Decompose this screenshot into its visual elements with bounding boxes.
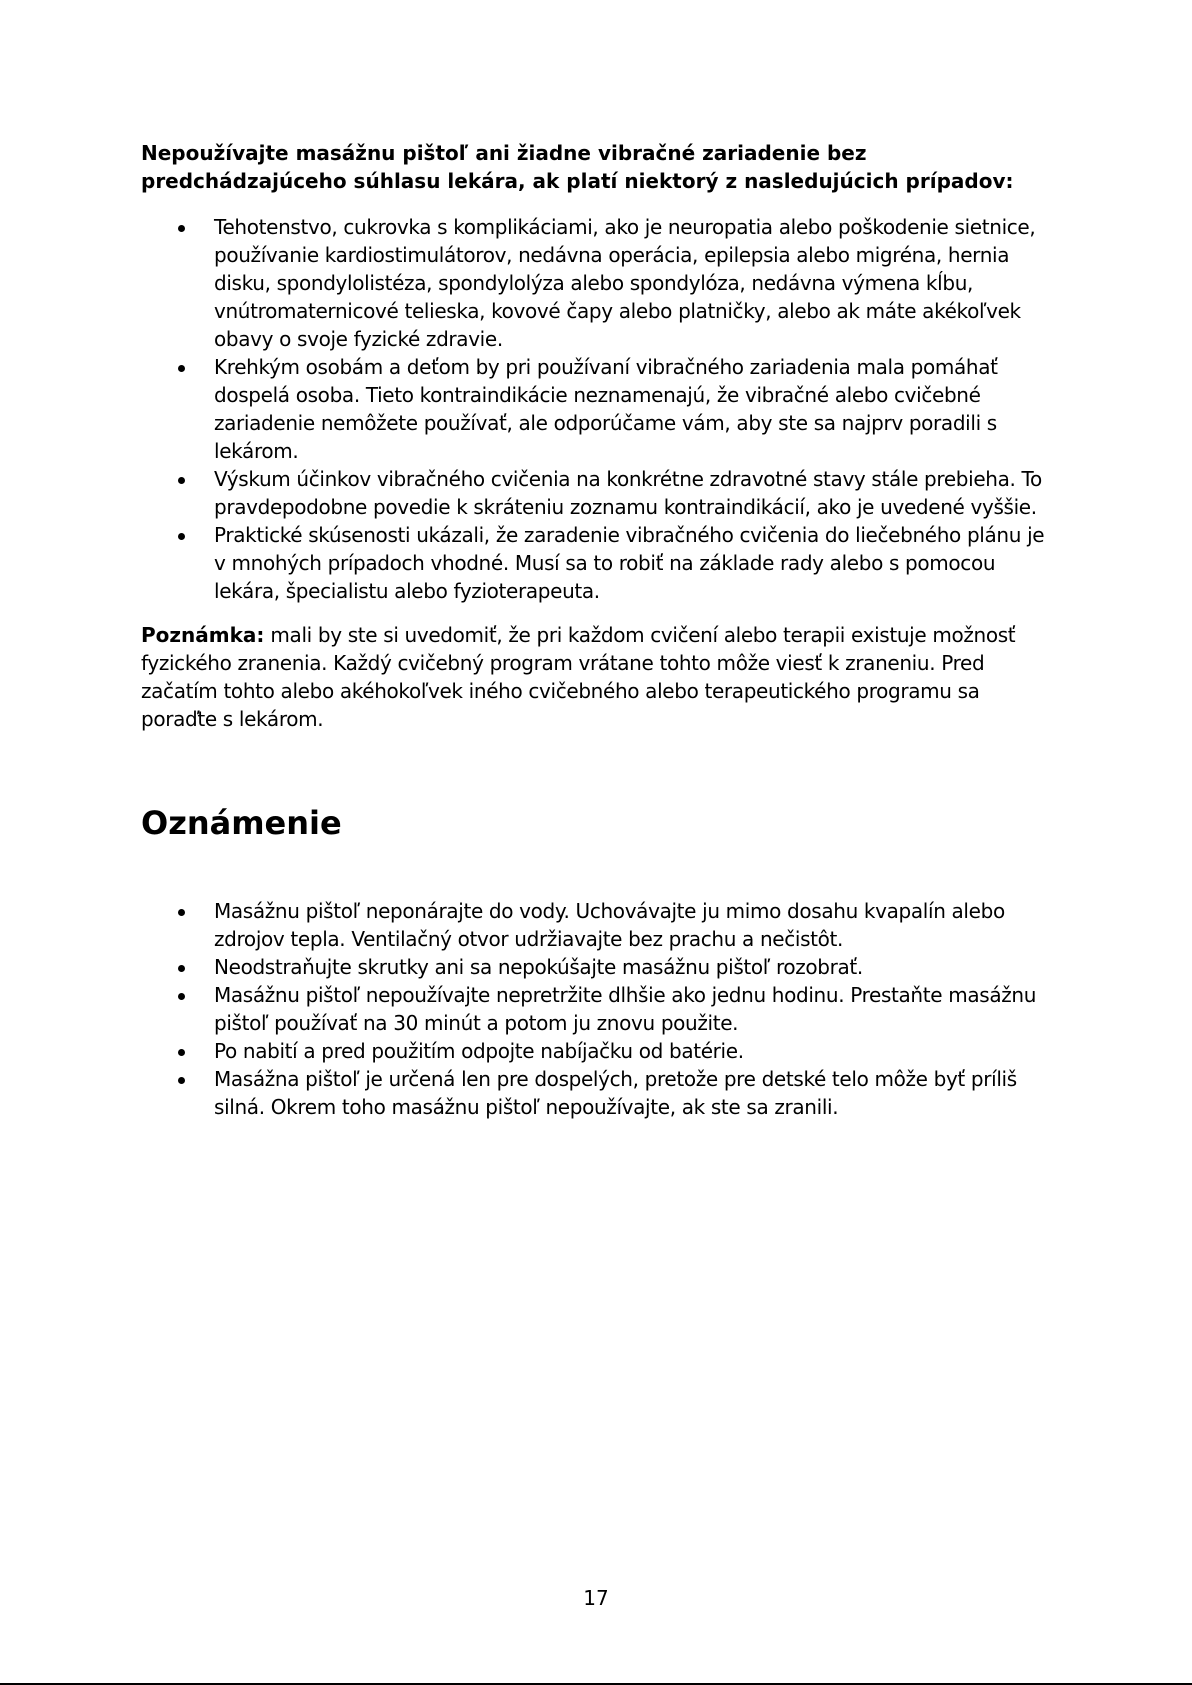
list-item-text: Krehkým osobám a deťom by pri používaní vibračného zariadenia mala pomáhať dospelá osoba. Tieto kontraindikácie neznamenajú, že vibračné alebo cvičebné zariadenie nemôžete používať, ale odporúčame vám, aby ste sa najprv poradili s lekárom. xyxy=(214,355,998,463)
list-item xyxy=(141,465,1061,521)
bullet-icon xyxy=(178,225,185,232)
list-item xyxy=(141,1065,1061,1121)
warning-heading: Nepoužívajte masážnu pištoľ ani žiadne vibračné zariadenie bez predchádzajúceho súhlasu lekára, ak platí niektorý z nasledujúcich prípadov: xyxy=(141,141,1014,193)
list-item-text: Praktické skúsenosti ukázali, že zaradenie vibračného cvičenia do liečebného plánu je v mnohých prípadoch vhodné. Musí sa to robiť na základe rady alebo s pomocou lekára, špecialistu alebo fyzioterapeuta. xyxy=(214,523,1045,603)
list-item-text: Neodstraňujte skrutky ani sa nepokúšajte masážnu pištoľ rozobrať. xyxy=(214,955,863,979)
list-item-text: Masážnu pištoľ neponárajte do vody. Uchovávajte ju mimo dosahu kvapalín alebo zdrojov tepla. Ventilačný otvor udržiavajte bez prachu a nečistôt. xyxy=(214,899,1005,951)
notice-list xyxy=(141,897,1061,1121)
note-paragraph xyxy=(141,621,1061,733)
list-item-text: Masážna pištoľ je určená len pre dospelých, pretože pre detské telo môže byť príliš silná. Okrem toho masážnu pištoľ nepoužívajte, ak ste sa zranili. xyxy=(214,1067,1017,1119)
list-item-text: Masážnu pištoľ nepoužívajte nepretržite dlhšie ako jednu hodinu. Prestaňte masážnu pištoľ používať na 30 minút a potom ju znovu použite. xyxy=(214,983,1037,1035)
contraindication-list xyxy=(141,213,1061,605)
bullet-icon xyxy=(178,477,185,484)
list-item xyxy=(141,521,1061,605)
bullet-icon xyxy=(178,993,185,1000)
bullet-icon xyxy=(178,533,185,540)
list-item-text: Po nabití a pred použitím odpojte nabíjačku od batérie. xyxy=(214,1039,744,1063)
page-number: 17 xyxy=(583,1586,609,1610)
bullet-icon xyxy=(178,965,185,972)
list-item xyxy=(141,1037,1061,1065)
list-item xyxy=(141,981,1061,1037)
note-label: Poznámka: xyxy=(141,623,265,647)
list-item xyxy=(141,353,1061,465)
bullet-icon xyxy=(178,1077,185,1084)
list-item xyxy=(141,953,1061,981)
bullet-icon xyxy=(178,909,185,916)
section-title: Oznámenie xyxy=(141,804,342,842)
bullet-icon xyxy=(178,365,185,372)
document-page xyxy=(141,139,1061,1121)
bullet-icon xyxy=(178,1049,185,1056)
list-item xyxy=(141,897,1061,953)
list-item xyxy=(141,213,1061,353)
list-item-text: Výskum účinkov vibračného cvičenia na konkrétne zdravotné stavy stále prebieha. To pravdepodobne povedie k skráteniu zoznamu kontraindikácií, ako je uvedené vyššie. xyxy=(214,467,1042,519)
note-text: mali by ste si uvedomiť, že pri každom cvičení alebo terapii existuje možnosť fyzického zranenia. Každý cvičebný program vrátane tohto môže viesť k zraneniu. Pred začatím tohto alebo akéhokoľvek iného cvičebného alebo terapeutického programu sa poraďte s lekárom. xyxy=(141,623,1016,731)
list-item-text: Tehotenstvo, cukrovka s komplikáciami, ako je neuropatia alebo poškodenie sietnice, používanie kardiostimulátorov, nedávna operácia, epilepsia alebo migréna, hernia disku, spondylolistéza, spondylolýza alebo spondylóza, nedávna výmena kĺbu, vnútromaternicové telieska, kovové čapy alebo platničky, alebo ak máte akékoľvek obavy o svoje fyzické zdravie. xyxy=(214,215,1036,351)
